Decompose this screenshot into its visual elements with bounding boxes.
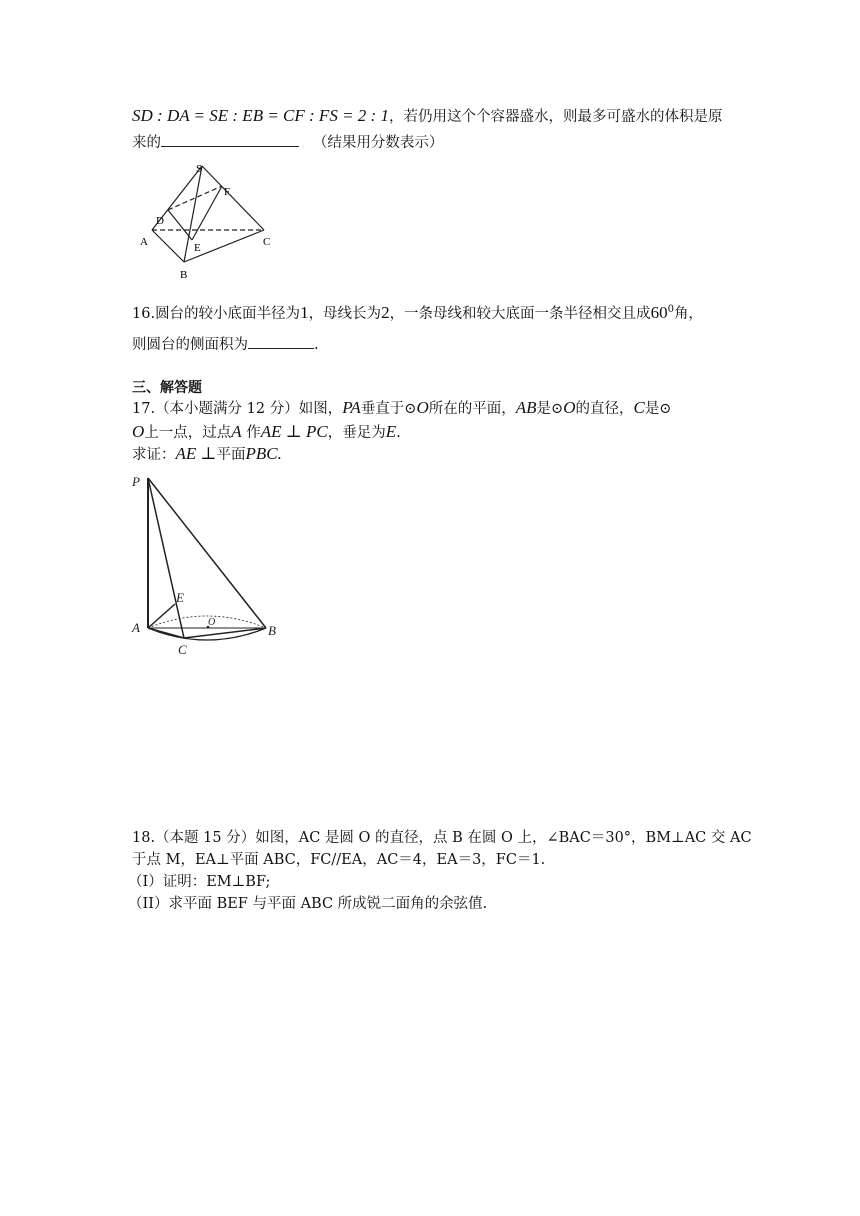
q16-line2-text: 则圆台的侧面积为 — [132, 337, 248, 353]
q17-ab: AB — [515, 398, 537, 417]
q17-t3: 是⊙ — [536, 401, 564, 417]
q17-t6: 上一点，过点 — [144, 425, 232, 441]
q16-text-c: ，一条母线和较大底面一条半径相交且成 — [389, 305, 651, 322]
q17-score: （本小题满分 12 分）如图， — [155, 401, 343, 417]
q17-line2 — [132, 422, 401, 443]
q17-line3 — [132, 444, 282, 465]
q15-line1 — [132, 106, 722, 127]
q15-line2-prefix: 来的 — [132, 135, 161, 151]
q17-t7: 作 — [246, 425, 261, 441]
q17-o1: O — [416, 398, 429, 417]
q15-line2 — [132, 132, 443, 153]
q15-ratio: SD : DA = SE : EB = CF : FS = 2 : 1 — [132, 106, 389, 125]
label-a: A — [140, 236, 148, 248]
q17-t5: 是⊙ — [644, 401, 672, 417]
q15-answer-blank — [161, 132, 299, 147]
q15-note: （结果用分数表示） — [312, 135, 444, 151]
label-e: E — [194, 242, 201, 254]
q17-number: 17. — [132, 401, 156, 417]
q16-line1 — [132, 300, 703, 324]
label-b: B — [268, 623, 276, 638]
q17-a: A — [231, 422, 242, 441]
label-f: F — [224, 186, 231, 198]
q15-figure — [140, 160, 280, 281]
q17-o3: O — [132, 422, 145, 441]
edge-sc — [202, 166, 264, 230]
q17-o2: O — [563, 398, 576, 417]
q17-line1 — [132, 398, 671, 419]
q18-part2: （II）求平面 BEF 与平面 ABC 所成锐二面角的余弦值. — [128, 896, 488, 912]
q16-end: . — [314, 337, 319, 353]
label-s: S — [196, 163, 203, 175]
q17-t8: ，垂足为 — [327, 425, 386, 441]
q17-goal1: AE ⊥ — [175, 444, 217, 463]
q17-e: E — [385, 422, 397, 441]
q17-t4: 的直径， — [575, 401, 634, 417]
q16-text-b: ，母线长为 — [308, 305, 382, 322]
q17-figure — [128, 472, 288, 658]
q16-radius: 1 — [300, 302, 309, 322]
edge-de — [168, 210, 192, 240]
label-a: A — [132, 620, 140, 635]
q17-c: C — [633, 398, 645, 417]
label-b: B — [180, 269, 188, 281]
q17-t2: 所在的平面， — [428, 401, 516, 417]
q16-line2 — [132, 334, 319, 355]
label-c: C — [263, 236, 271, 248]
q16-number: 16. — [132, 305, 156, 322]
label-c: C — [178, 642, 187, 657]
q17-prove: 求证： — [132, 447, 176, 463]
label-o: O — [208, 617, 216, 628]
section-title: 三、解答题 — [132, 380, 202, 396]
q16-text-a: 圆台的较小底面半径为 — [155, 305, 301, 322]
edge-ab — [152, 230, 184, 262]
q17-pa: PA — [342, 398, 361, 417]
label-p: P — [132, 474, 140, 489]
q17-goal2: 平面 — [216, 447, 246, 463]
q17-t9: . — [396, 425, 401, 441]
edge-pb — [148, 478, 266, 628]
q16-angle: 60 — [650, 302, 668, 322]
q18-line1: 18.（本题 15 分）如图，AC 是圆 O 的直径，点 B 在圆 O 上，∠BAC＝30°，BM⊥AC 交 AC — [132, 830, 752, 846]
label-e: E — [176, 590, 184, 605]
q18-part1: （I）证明：EM⊥BF; — [128, 874, 271, 890]
q16-slant: 2 — [381, 302, 390, 322]
q16-text-d: 角， — [673, 305, 703, 322]
q16-answer-blank — [248, 334, 314, 349]
q17-goal3: PBC. — [245, 444, 282, 463]
q15-text: ，若仍用这个个容器盛水，则最多可盛水的体积是原 — [388, 109, 723, 125]
edge-ae — [148, 604, 175, 628]
q18-line2: 于点 M，EA⊥平面 ABC，FC//EA，AC＝4，EA＝3，FC＝1. — [132, 852, 546, 868]
q17-condition: AE ⊥ PC — [260, 422, 328, 441]
q16-degree: 0 — [667, 304, 674, 315]
label-d: D — [156, 215, 164, 227]
q17-t1: 垂直于⊙ — [360, 401, 417, 417]
